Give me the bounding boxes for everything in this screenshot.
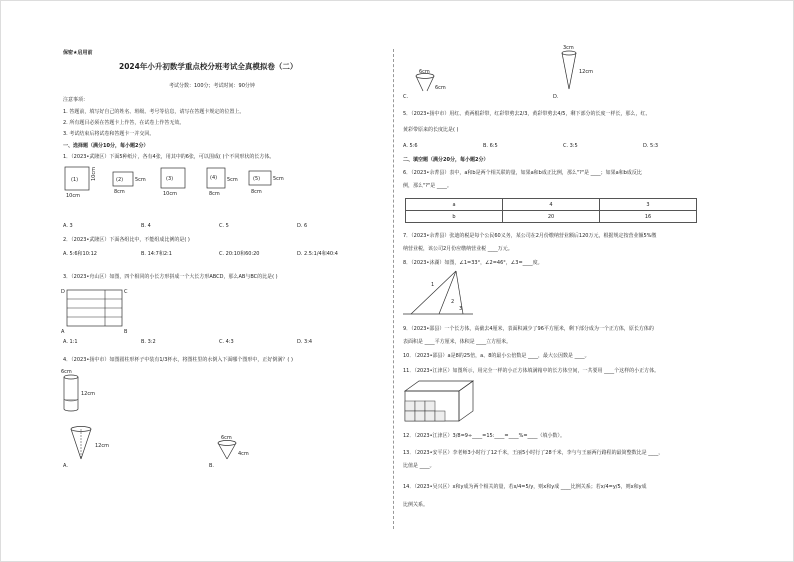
table-row — [406, 211, 697, 223]
q5-option-c: C. 3:5 — [563, 143, 578, 149]
fig-d-diameter: 3cm — [563, 45, 574, 51]
q2-option-a: A. 5:6和10:12 — [63, 251, 97, 257]
q1-paper-pieces — [61, 163, 381, 223]
section2-heading: 二、填空题（满分20分，每小题2分） — [403, 157, 489, 163]
q8-angle-figure — [401, 269, 481, 319]
piece-3-dim-w: 10cm — [163, 191, 177, 197]
q7-text: 7．（2023•余菁县）张迪的税是每个公民60义务，某公司在2月份缴纳营业额后120万元，根据规定按营业额5%缴 — [403, 233, 657, 239]
q9-text: 9．（2023•邵县）一个长方体，高截去4厘米，表面积减少了96平方厘米，剩下部分成为一个正方体，原长方体的 — [403, 326, 654, 332]
q4-option-d: D. — [553, 94, 559, 100]
q1-text: 1．（2023•武隆区）下面5种纸片，各有4张，用其中的6张，可以围成( )个不同形状的长方体。 — [63, 154, 275, 160]
table-row — [406, 199, 697, 211]
q4-text: 4．（2023•扬中市）如图圆柱形杯子中装有1/3杯水，将图柱里的水倒入下面哪个图形中，正好倒满？( ) — [63, 357, 293, 363]
angle-label-3: 3 — [459, 306, 463, 312]
cone-b-diameter: 6cm — [221, 435, 232, 441]
exam-meta: 考试分数：100分；考试时间：90分钟 — [169, 83, 255, 89]
q13-text-2: 比值是 ____。 — [403, 463, 435, 469]
q2-option-b: B. 14:7和2:1 — [141, 251, 172, 257]
q3-label-d: D — [61, 289, 65, 295]
q3-option-d: D. 3:4 — [297, 339, 313, 345]
q6-table — [405, 198, 697, 223]
piece-5-dim-w: 8cm — [251, 189, 262, 195]
q2-text: 2．（2023•武隆区）下面各组比中，不能组成比例的是( ) — [63, 237, 190, 243]
q4-figures — [61, 371, 381, 471]
q8-text: 8．（2023•沐湖）如图，∠1=33°，∠2=46°，∠3=____度。 — [403, 260, 543, 266]
piece-2-dim-w: 8cm — [114, 189, 125, 195]
q3-label-a: A — [61, 329, 65, 335]
q11-text: 11．（2023•江津区）如图所示，用完全一样的小正方体填满箱中的长方体空间，一共要用 ____个这样的小正方体。 — [403, 368, 660, 374]
q5-text: 5．（2023•扬中市）用红、黄两根彩带，红彩带剪去2/3，黄彩带剪去4/5，剩下部分的长度一样长，那么，红、 — [403, 111, 651, 117]
piece-1-label: (1) — [71, 177, 79, 183]
column-divider — [393, 49, 395, 529]
table-cell: 16 — [600, 211, 697, 223]
q1-option-a: A. 3 — [63, 223, 73, 229]
q2-option-d: D. 2.5:1/4和40:4 — [297, 251, 338, 257]
q4-figures-cd — [401, 47, 781, 97]
q3-option-c: C. 4:3 — [219, 339, 234, 345]
piece-3-label: (3) — [166, 176, 174, 182]
table-cell: b — [406, 211, 503, 223]
q11-box-figure — [403, 377, 483, 425]
cone-b-height: 4cm — [238, 451, 249, 457]
angle-label-2: 2 — [451, 299, 455, 305]
q1-option-c: C. 5 — [219, 223, 229, 229]
piece-1-dim-h: 10cm — [91, 167, 97, 181]
piece-4-label: (4) — [210, 175, 218, 181]
piece-1-dim-w: 10cm — [66, 193, 80, 199]
table-cell: 4 — [503, 199, 600, 211]
piece-2-dim-h: 5cm — [135, 177, 146, 183]
q3-option-a: A. 1:1 — [63, 339, 78, 345]
q7-text-2: 纳营业税，该公司2月份应缴纳营业税 ____万元。 — [403, 246, 513, 252]
piece-2-label: (2) — [116, 177, 124, 183]
q3-text: 3．（2023•舟山区）如图，四个相同的小长方形拼成一个大长方形ABCD，那么AB与BC的比是( ) — [63, 274, 278, 280]
cone-a-height: 12cm — [95, 443, 109, 449]
q4-option-c: C. — [403, 94, 409, 100]
cyl-height: 12cm — [81, 391, 95, 397]
fig-c-top: 6cm — [419, 69, 430, 75]
q6-text: 6．（2023•余菁县）表中，a和b是两个相关联的量，如果a和b成正比例，那么"?"是 ____；如果a和b成反比 — [403, 170, 642, 176]
q5-option-d: D. 5:3 — [643, 143, 659, 149]
piece-5-dim-h: 5cm — [273, 176, 284, 182]
q3-option-b: B. 3:2 — [141, 339, 156, 345]
q1-option-b: B. 4 — [141, 223, 151, 229]
q13-text: 13．（2023•安平区）李老师3小时行了12千米，王丽5小时行了28千米，李与与王丽两行路程的最简整数比是 ____， — [403, 450, 664, 456]
q3-label-b: B — [124, 329, 128, 335]
q2-option-c: C. 20:10和60:20 — [219, 251, 260, 257]
piece-4-dim-h: 5cm — [227, 177, 238, 183]
table-cell: 20 — [503, 211, 600, 223]
q10-text: 10．（2023•邵县）a是8的25倍，a、8的最小公倍数是 ____，最大公因数是 ____。 — [403, 353, 590, 359]
cyl-diameter: 6cm — [61, 369, 72, 375]
q4-option-b: B. — [209, 463, 215, 469]
q3-rectangle-figure — [61, 285, 131, 335]
q3-label-c: C — [124, 289, 128, 295]
q12-text: 12．（2023•江津区）3/8=9÷____=15:____=____%=____（填小数）。 — [403, 433, 566, 439]
q5-option-b: B. 6:5 — [483, 143, 498, 149]
secret-mark: 保密★启用前 — [63, 50, 93, 56]
fig-d-height: 12cm — [579, 69, 593, 75]
q14-text: 14．（2023•吴兴区）x和y成为两个相关的量，若x/4=5/y，则x和y成 ____比例关系；若x/4=y/5，则x和y成 — [403, 484, 647, 490]
notes-heading: 注意事项： — [63, 97, 89, 103]
angle-label-1: 1 — [431, 282, 435, 288]
q4-option-a: A. — [63, 463, 68, 469]
section1-heading: 一、选择题（满分10分，每小题2分） — [63, 143, 149, 149]
note-3: 3. 考试结束后将试卷和答题卡一并交回。 — [63, 131, 155, 137]
note-1: 1. 答题前，填写好自己的姓名、班级、考号等信息，请写在答题卡规定的位置上。 — [63, 109, 245, 115]
exam-title: 2024年小升初数学重点校分班考试全真模拟卷（二） — [119, 62, 298, 71]
q9-text-2: 表面积是 ____平方厘米，体积是 ____立方厘米。 — [403, 339, 512, 345]
note-2: 2. 所有题目必须在答题卡上作答，在试卷上作答无效。 — [63, 120, 185, 126]
q14-text-2: 比例关系。 — [403, 502, 429, 508]
q1-option-d: D. 6 — [297, 223, 308, 229]
table-cell: 3 — [600, 199, 697, 211]
q5-text-2: 黄彩带原来的长度比是( ) — [403, 127, 459, 133]
fig-c-side: 6cm — [435, 85, 446, 91]
piece-4-dim-w: 8cm — [209, 191, 220, 197]
table-cell: a — [406, 199, 503, 211]
q5-option-a: A. 5:6 — [403, 143, 418, 149]
q6-text-2: 例，那么"?"是 ____。 — [403, 183, 452, 189]
piece-5-label: (5) — [253, 176, 261, 182]
